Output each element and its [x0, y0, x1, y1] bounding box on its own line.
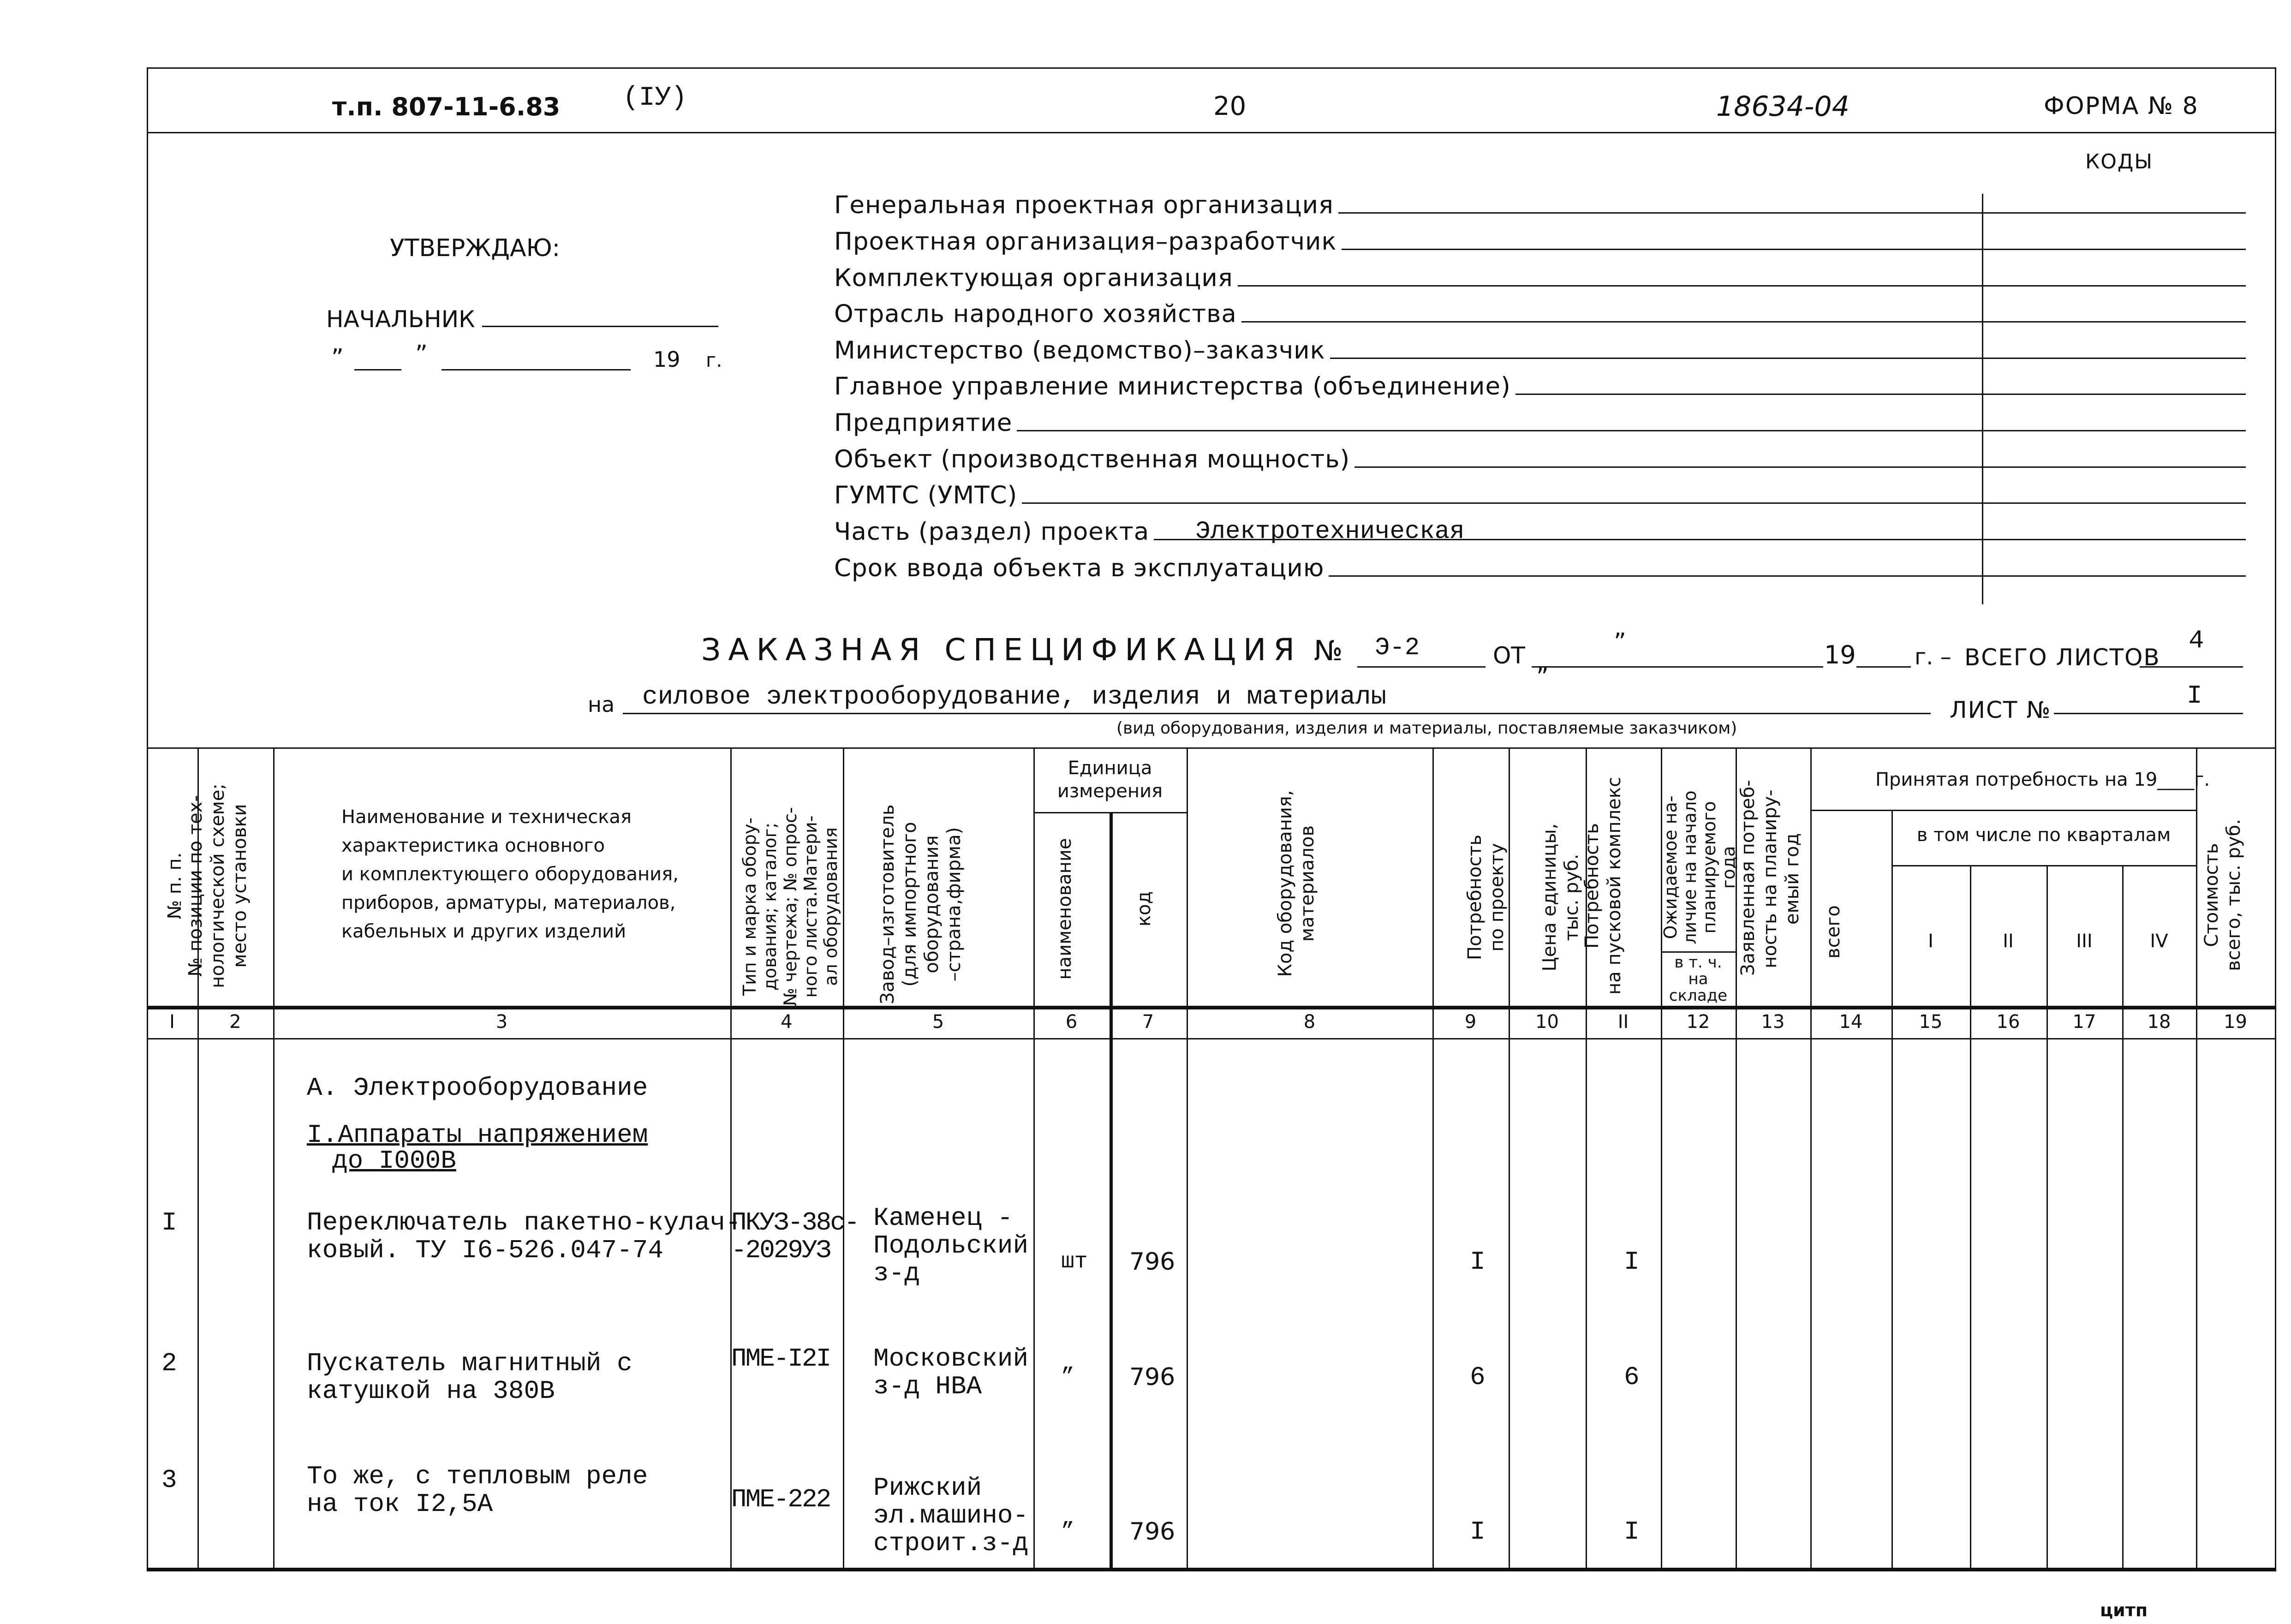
field-input-line[interactable] — [1022, 479, 2246, 504]
row-unit: шт — [1061, 1249, 1088, 1274]
col1-header: № п. п. — [164, 852, 185, 919]
col3-header: Наименование и техническая характеристика основного и комплектующего оборудования, приборов, арматуры, материалов, кабельных и других изделий — [341, 806, 679, 942]
col7-header: код — [1134, 891, 1155, 927]
field-row — [834, 513, 2246, 546]
row-start: I — [1624, 1517, 1640, 1546]
codes-label: КОДЫ — [2085, 150, 2154, 173]
col6-header: наименование — [1054, 838, 1075, 980]
field-label: Генеральная проектная организация — [834, 191, 1334, 219]
unit-group-header: Единица измерения — [1057, 758, 1163, 802]
total-sheets-value[interactable]: 4 — [2189, 626, 2204, 655]
column-number: 7 — [1142, 1011, 1154, 1033]
field-input-line[interactable] — [1238, 262, 2246, 287]
row-name: То же, с тепловым реле на ток I2,5А — [307, 1462, 648, 1519]
field-label: Часть (раздел) проекта — [834, 518, 1150, 546]
column-number: 8 — [1303, 1011, 1316, 1033]
header-bottom-line — [147, 1006, 2276, 1009]
field-row — [834, 441, 2246, 473]
column-number: 12 — [1686, 1011, 1710, 1033]
row-number: I — [161, 1208, 177, 1237]
table-column-line — [1432, 747, 1434, 1568]
row-type: ПМЕ-222 — [731, 1485, 830, 1514]
row-plant: Московский з-д НВА — [873, 1344, 1029, 1401]
subsection-title-2: до I000В — [332, 1146, 456, 1176]
column-number: I — [169, 1011, 175, 1033]
field-label: Главное управление министерства (объединение) — [834, 372, 1511, 400]
quarter-header: I — [1928, 931, 1933, 952]
field-label: Министерство (ведомство)–заказчик — [834, 336, 1325, 364]
row-number: 3 — [161, 1465, 177, 1495]
accepted-header: Принятая потребность на 19____г. — [1875, 769, 2210, 790]
row-name: Пускатель магнитный с катушкой на 380В — [307, 1349, 632, 1406]
row-plant: Каменец - Подольский з-д — [873, 1203, 1029, 1288]
spec-date-line[interactable] — [1532, 666, 1823, 668]
field-label: Объект (производственная мощность) — [834, 445, 1350, 473]
col11-header: Потребность на пусковой комплекс — [1581, 777, 1625, 995]
table-column-line — [1970, 865, 1971, 1568]
field-row — [834, 332, 2246, 364]
spec-quote-2: ” — [1536, 663, 1549, 691]
spec-subnote: (вид оборудования, изделия и материалы, поставляемые заказчиком) — [1116, 719, 1737, 738]
spec-year-line[interactable] — [1856, 666, 1911, 668]
field-row — [834, 260, 2246, 292]
row-unit: ” — [1061, 1519, 1074, 1544]
approve-title: УТВЕРЖДАЮ: — [390, 234, 561, 262]
col9-header: Потребность по проекту — [1464, 835, 1508, 961]
spec-year: 19 — [1824, 640, 1856, 669]
column-number: 19 — [2224, 1011, 2247, 1033]
column-number: 9 — [1464, 1011, 1477, 1033]
col12-header: Ожидаемое на- личие на начало планируемого года — [1660, 790, 1739, 944]
sheet-value[interactable]: I — [2187, 681, 2202, 710]
table-column-line — [273, 747, 274, 1568]
c12-sub-line — [1661, 951, 1736, 953]
approve-year: 19 — [653, 347, 680, 372]
spec-title: ЗАКАЗНАЯ СПЕЦИФИКАЦИЯ — [701, 632, 1302, 668]
spec-quote-1: ” — [1614, 628, 1626, 656]
field-row — [834, 368, 2246, 400]
col8-header: Код оборудования, материалов — [1275, 790, 1318, 977]
row-code: 796 — [1129, 1363, 1175, 1391]
row-need: I — [1470, 1247, 1486, 1277]
row-start: I — [1624, 1247, 1640, 1277]
total-sheets-label: ВСЕГО ЛИСТОВ — [1964, 644, 2160, 671]
column-number: 16 — [1996, 1011, 2020, 1033]
codes-column-divider — [1982, 194, 1983, 604]
spec-no-label: № — [1314, 635, 1343, 667]
row-type: ПКУЗ-38с- -2029УЗ — [731, 1208, 859, 1265]
frame-left — [147, 67, 148, 1571]
na-label: на — [588, 692, 615, 717]
frame-right — [2275, 67, 2276, 1571]
column-number: 13 — [1761, 1011, 1785, 1033]
table-column-line — [2122, 865, 2124, 1568]
quarters-group-line — [1891, 865, 2196, 866]
section-a-title: А. Электрооборудование — [307, 1073, 648, 1103]
form-label: ФОРМА № 8 — [2044, 92, 2199, 120]
quarters-header: в том числе по кварталам — [1916, 824, 2171, 846]
tp-number: т.п. 807-11-6.83 — [332, 92, 561, 121]
field-row — [834, 296, 2246, 328]
col10-header: Цена единицы, тыс. руб. — [1539, 823, 1582, 972]
spec-from-label: ОТ — [1493, 642, 1525, 669]
table-column-line — [1810, 747, 1812, 1568]
column-number: 3 — [495, 1011, 508, 1033]
col12-sub-header: в т. ч. на складе — [1669, 953, 1728, 1005]
page-number: 20 — [1213, 91, 1247, 121]
table-column-line — [1033, 747, 1035, 1568]
column-number: II — [1617, 1011, 1629, 1033]
spec-year-suffix: г. – — [1915, 644, 1951, 670]
na-line[interactable] — [623, 713, 1931, 714]
field-row — [834, 477, 2246, 509]
accepted-group-line — [1810, 810, 2196, 811]
field-input-line[interactable] — [1329, 552, 2246, 577]
chief-signature-line[interactable] — [482, 326, 718, 327]
table-column-line — [1110, 812, 1113, 1568]
row-need: 6 — [1470, 1362, 1486, 1392]
row-unit: ” — [1061, 1365, 1074, 1390]
na-value[interactable]: силовое электрооборудование, изделия и материалы — [642, 682, 1387, 711]
column-number: 10 — [1535, 1011, 1559, 1033]
field-input-line[interactable] — [1330, 334, 2246, 359]
month-line[interactable] — [441, 369, 631, 370]
field-label: Предприятие — [834, 409, 1013, 437]
quote-close: ” — [415, 340, 428, 368]
chief-label: НАЧАЛЬНИК — [326, 306, 475, 333]
row-code: 796 — [1129, 1518, 1175, 1546]
column-number: 15 — [1919, 1011, 1943, 1033]
col19-header: Стоимость всего, тыс. руб. — [2201, 819, 2244, 971]
field-label: Отрасль народного хозяйства — [834, 300, 1237, 328]
doc-number: 18634-04 — [1716, 90, 1850, 123]
field-row — [834, 550, 2246, 582]
field-label: ГУМТС (УМТС) — [834, 481, 1018, 509]
row-number: 2 — [161, 1349, 177, 1378]
spec-no-line[interactable] — [1357, 666, 1486, 668]
field-input-line[interactable] — [1342, 226, 2246, 250]
row-code: 796 — [1129, 1248, 1175, 1276]
column-number: 18 — [2147, 1011, 2171, 1033]
field-input-line[interactable] — [1154, 516, 2246, 546]
footer-mark: цитп — [2100, 1600, 2148, 1620]
table-column-line — [2046, 865, 2048, 1568]
col14-header: всего — [1823, 905, 1844, 959]
table-top-line — [147, 747, 2276, 749]
col4-header: Тип и марка обору- дования; каталог; № чертежа; № опрос- ного листа.Матери- ал оборудования — [740, 807, 841, 1006]
column-number: 5 — [932, 1011, 944, 1033]
number-row-bottom — [147, 1038, 2276, 1039]
col13-header: Заявленная потреб- ность на планиру- емый год — [1737, 780, 1803, 976]
row-need: I — [1470, 1517, 1486, 1546]
field-input-line[interactable] — [1515, 370, 2246, 395]
quarter-header: III — [2076, 931, 2093, 952]
row-type: ПМЕ-I2I — [731, 1344, 830, 1373]
table-column-line — [2196, 747, 2197, 1568]
field-input-line[interactable] — [1338, 189, 2246, 214]
quote-open: ” — [331, 344, 344, 372]
column-number: 17 — [2072, 1011, 2096, 1033]
sheet-label: ЛИСТ № — [1950, 697, 2052, 723]
row-start: 6 — [1624, 1362, 1640, 1392]
table-column-line — [1187, 747, 1188, 1568]
subsection-title-1: I.Аппараты напряжением — [307, 1120, 648, 1150]
col5-header: Завод–изготовитель (для импортного оборудования –страна,фирма) — [877, 804, 965, 1004]
field-row — [834, 405, 2246, 437]
volume-label: (IУ) — [623, 83, 687, 113]
header-divider — [147, 132, 2276, 133]
field-input-line[interactable] — [1017, 407, 2246, 431]
quarter-header: IV — [2150, 931, 2168, 952]
field-label: Комплектующая организация — [834, 264, 1233, 292]
col2-header: № позиции по тех- нологической схеме; место установки — [185, 783, 251, 988]
row-plant: Рижский эл.машино- строит.з-д — [873, 1473, 1029, 1558]
day-line[interactable] — [354, 369, 401, 370]
field-label: Срок ввода объекта в эксплуатацию — [834, 554, 1324, 582]
table-column-line — [1891, 810, 1893, 1568]
total-sheets-line[interactable] — [2140, 666, 2243, 668]
sheet-line[interactable] — [2054, 713, 2243, 714]
column-number: 2 — [229, 1011, 241, 1033]
field-row — [834, 223, 2246, 256]
frame-bottom — [147, 1568, 2276, 1571]
field-label: Проектная организация–разработчик — [834, 227, 1337, 256]
column-number: 14 — [1839, 1011, 1863, 1033]
column-number: 4 — [781, 1011, 793, 1033]
row-name: Переключатель пакетно-кулач- ковый. ТУ I6-526.047-74 — [307, 1208, 741, 1265]
spec-no-value[interactable]: Э-2 — [1375, 634, 1420, 662]
quarter-header: II — [2003, 931, 2014, 952]
field-input-line[interactable] — [1354, 443, 2246, 468]
approve-year-suffix: г. — [706, 349, 722, 371]
frame-top — [147, 67, 2276, 69]
column-number: 6 — [1065, 1011, 1078, 1033]
field-input-line[interactable] — [1241, 298, 2246, 322]
field-row — [834, 187, 2246, 219]
field-value[interactable]: Электротехническая — [1195, 518, 1465, 546]
